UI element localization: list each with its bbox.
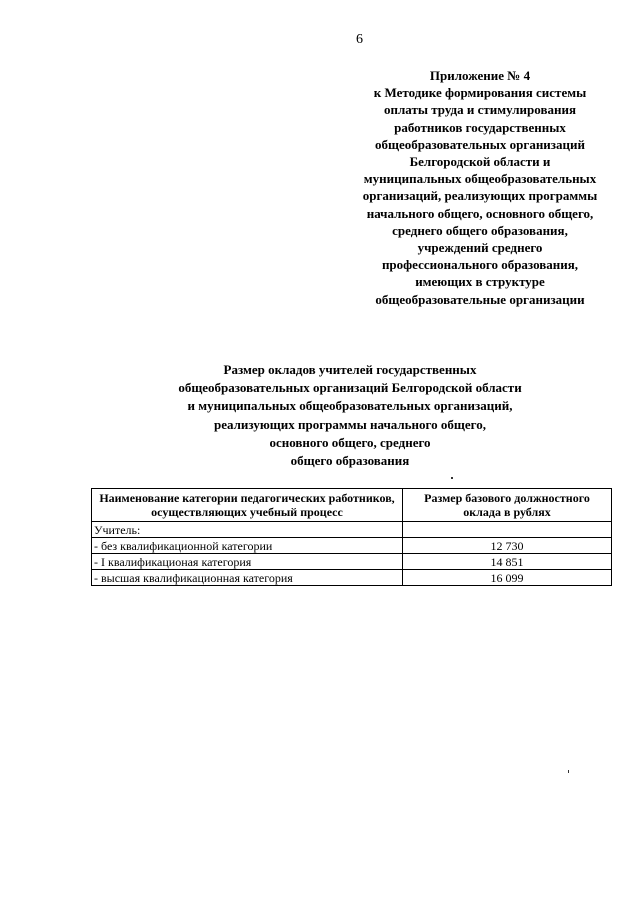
appendix-line: общеобразовательные организации — [375, 291, 585, 307]
column-header-salary: Размер базового должностного оклада в рублях — [403, 489, 612, 522]
title-line: основного общего, среднего — [269, 434, 431, 450]
appendix-line: работников государственных — [394, 119, 566, 135]
appendix-line: муниципальных общеобразовательных — [363, 171, 597, 187]
title-line: общеобразовательных организаций Белгородской области — [178, 380, 522, 396]
appendix-line: начального общего, основного общего, — [366, 205, 594, 221]
title-line: общего образования — [290, 453, 410, 469]
salary-cell — [403, 522, 612, 538]
category-cell: - высшая квалификационная категория — [92, 570, 403, 586]
table-row — [92, 538, 612, 554]
table-row — [92, 554, 612, 570]
appendix-line: к Методике формирования системы — [373, 85, 587, 101]
title-line: и муниципальных общеобразовательных организаций, — [187, 398, 513, 414]
appendix-line: общеобразовательных организаций — [374, 136, 585, 152]
scan-speck — [451, 477, 453, 479]
appendix-line: учреждений среднего — [417, 240, 543, 256]
salary-cell: 16 099 — [403, 570, 612, 586]
document-title — [140, 361, 560, 470]
page-number: 6 — [356, 32, 363, 47]
title-line: реализующих программы начального общего, — [214, 416, 486, 432]
appendix-header — [330, 67, 630, 308]
appendix-line: имеющих в структуре — [415, 274, 545, 290]
salary-cell: 12 730 — [403, 538, 612, 554]
table-row — [92, 570, 612, 586]
title-line: Размер окладов учителей государственных — [223, 362, 477, 377]
category-cell: - I квалификационая категория — [92, 554, 403, 570]
appendix-line: Приложение № 4 — [429, 68, 531, 83]
table-header-row — [92, 489, 612, 522]
table-row — [92, 522, 612, 538]
category-cell: Учитель: — [92, 522, 403, 538]
scan-speck — [568, 770, 569, 773]
salary-cell: 14 851 — [403, 554, 612, 570]
salary-table — [91, 488, 612, 586]
appendix-line: профессионального образования, — [381, 257, 579, 273]
appendix-line: среднего общего образования, — [392, 222, 568, 238]
appendix-line: организаций, реализующих программы — [362, 188, 598, 204]
column-header-category: Наименование категории педагогических работников, осуществляющих учебный процесс — [92, 489, 403, 522]
category-cell: - без квалификационной категории — [92, 538, 403, 554]
appendix-line: Белгородской области и — [409, 154, 551, 170]
appendix-line: оплаты труда и стимулирования — [384, 102, 576, 118]
